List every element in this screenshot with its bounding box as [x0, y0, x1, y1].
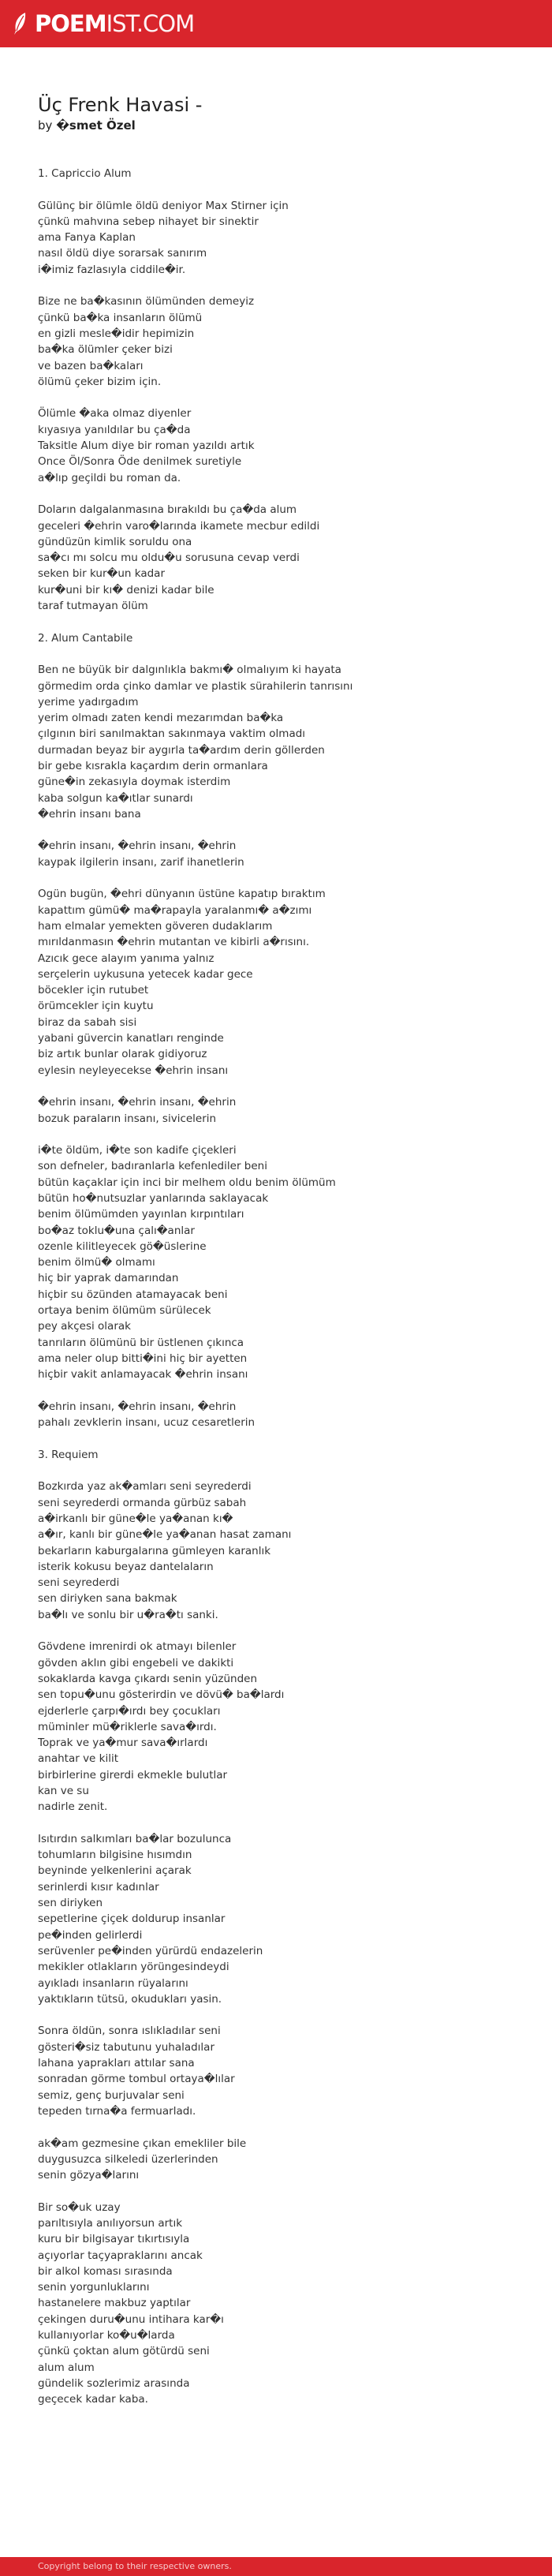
by-label: by [38, 118, 53, 133]
site-logo-link[interactable] [11, 9, 194, 38]
site-header [0, 0, 552, 47]
logo-text-rest: IST.COM [106, 10, 195, 37]
quill-icon [11, 12, 28, 36]
byline [38, 118, 527, 133]
copyright-text: Copyright belong to their respective owners. [38, 2561, 232, 2571]
poem-content [38, 94, 527, 2408]
poem-title: Üç Frenk Havasi - [38, 94, 203, 116]
site-footer [0, 2557, 552, 2576]
poem-body: 1. Capriccio Alum Gülünç bir ölümle öldü deniyor Max Stirner için çünkü mahvına sebep nihayet bir sinektir ama Fanya Kaplan nasıl öldü diye sorarsak sanırım i�imiz fazlasıyla ciddile�ir. Bize ne ba�kasının ölümünden demeyiz çünkü ba�ka insanların ölümü en gizli mesle�idir hepimizin ba�ka ölümler çeker bizi ve bazen ba�kaları ölümü çeker bizim için. Ölümle �aka olmaz diyenler kıyasıya yanıldılar bu ça�da Taksitle Alum diye bir roman yazıldı artık Once Öl/Sonra Öde denilmek suretiyle a�lıp geçildi bu roman da. Doların dalgalanmasına bırakıldı bu ça�da alum geceleri �ehrin varo�larında ikamete mecbur edildi gündüzün kimlik soruldu ona sa�cı mı solcu mu oldu�u sorusuna cevap verdi seken bir kur�un kadar kur�uni bir kı� denizi kadar bile taraf tutmayan ölüm 2. Alum Cantabile Ben ne büyük bir dalgınlıkla bakmı� olmalıyım ki hayata görmedim orda çinko damlar ve plastik sürahilerin tanrısını yerime yadırgadım yerim olmadı zaten kendi mezarımdan ba�ka çılgının biri sanılmaktan sakınmaya vaktim olmadı durmadan beyaz bir aygırla ta�ardım derin göllerden bir gebe kısrakla kaçardım derin ormanlara güne�in zekasıyla doymak isterdim kaba solgun ka�ıtlar sunardı �ehrin insanı bana �ehrin insanı, �ehrin insanı, �ehrin kaypak ilgilerin insanı, zarif ihanetlerin Ogün bugün, �ehri dünyanın üstüne kapatıp bıraktım kapattım gümü� ma�rapayla yaralanmı� a�zımı ham elmalar yemekten göveren dudaklarım mırıldanmasın �ehrin mutantan ve kibirli a�rısını. Azıcık gece alayım yanıma yalnız serçelerin uykusuna yetecek kadar gece böcekler için rutubet örümcekler için kuytu biraz da sabah sisi yabani güvercin kanatları renginde biz artık bunlar olarak gidiyoruz eylesin neyleyecekse �ehrin insanı �ehrin insanı, �ehrin insanı, �ehrin bozuk paraların insanı, sivicelerin i�te öldüm, i�te son kadife çiçekleri son defneler, badıranlarla kefenlediler beni bütün kaçaklar için inci bir melhem oldu benim ölümüm bütün ho�nutsuzlar yanlarında saklayacak benim ölümümden yayınlan kırpıntıları bo�az toklu�una çalı�anlar ozenle kilitleyecek gö�üslerine benim ölmü� olmamı hiç bir yaprak damarından hiçbir su özünden atamayacak beni ortaya benim ölümüm sürülecek pey akçesi olarak tanrıların ölümünü bir üstlenen çıkınca ama neler olup bitti�ini hiç bir ayetten hiçbir vakit anlamayacak �ehrin insanı �ehrin insanı, �ehrin insanı, �ehrin pahalı zevklerin insanı, ucuz cesaretlerin 3. Requiem Bozkırda yaz ak�amları seni seyrederdi seni seyrederdi ormanda gürbüz sabah a�irkanlı bir güne�le ya�anan kı� a�ır, kanlı bir güne�le ya�anan hasat zamanı bekarların kaburgalarına gümleyen karanlık isterik kokusu beyaz dantelaların seni seyrederdi sen diriyken sana bakmak ba�lı ve sonlu bir u�ra�tı sanki. Gövdene imrenirdi ok atmayı bilenler gövden aklın gibi engebeli ve dakikti sokaklarda kavga çıkardı senin yüzünden sen topu�unu gösterirdin ve dövü� ba�lardı ejderlerle çarpı�ırdı bey çocukları müminler mü�riklerle sava�ırdı. Toprak ve ya�mur sava�ırlardı anahtar ve kilit birbirlerine girerdi ekmekle bulutlar kan ve su nadirle zenit. Isıtırdın salkımları ba�lar bozulunca tohumların bilgisine hısımdın beyninde yelkenlerini açarak serinlerdi kısır kadınlar sen diriyken sepetlerine çiçek doldurup insanlar pe�inden gelirlerdi serüvenler pe�inden yürürdü endazelerin mekikler otlakların yörüngesindeydi ayıkladı insanların rüyalarını yaktıkların tütsü, okudukları yasin. Sonra öldün, sonra ıslıkladılar seni gösteri�siz tabutunu yuhaladılar lahana yaprakları attılar sana sonradan görme tombul ortaya�lılar semiz, genç burjuvalar seni tepeden tırna�a fermuarladı. ak�am gezmesine çıkan emekliler bile duygusuzca silkeledi üzerlerinden senin gözya�larını Bir so�uk uzay parıltısıyla anılıyorsun artık kuru bir bilgisayar tıkırtısıyla açıyorlar taçyapraklarını ancak bir alkol koması sırasında senin yorgunluklarını hastanelere makbuz yaptılar çekingen duru�unu intihara kar�ı kullanıyorlar ko�u�larda çünkü çoktan alum götürdü seni alum alum gündelik sozlerimiz arasında geçecek kadar kaba. [38, 167, 353, 2406]
logo-text-bold: POEM [35, 10, 106, 37]
author-name: �smet Özel [56, 118, 136, 133]
